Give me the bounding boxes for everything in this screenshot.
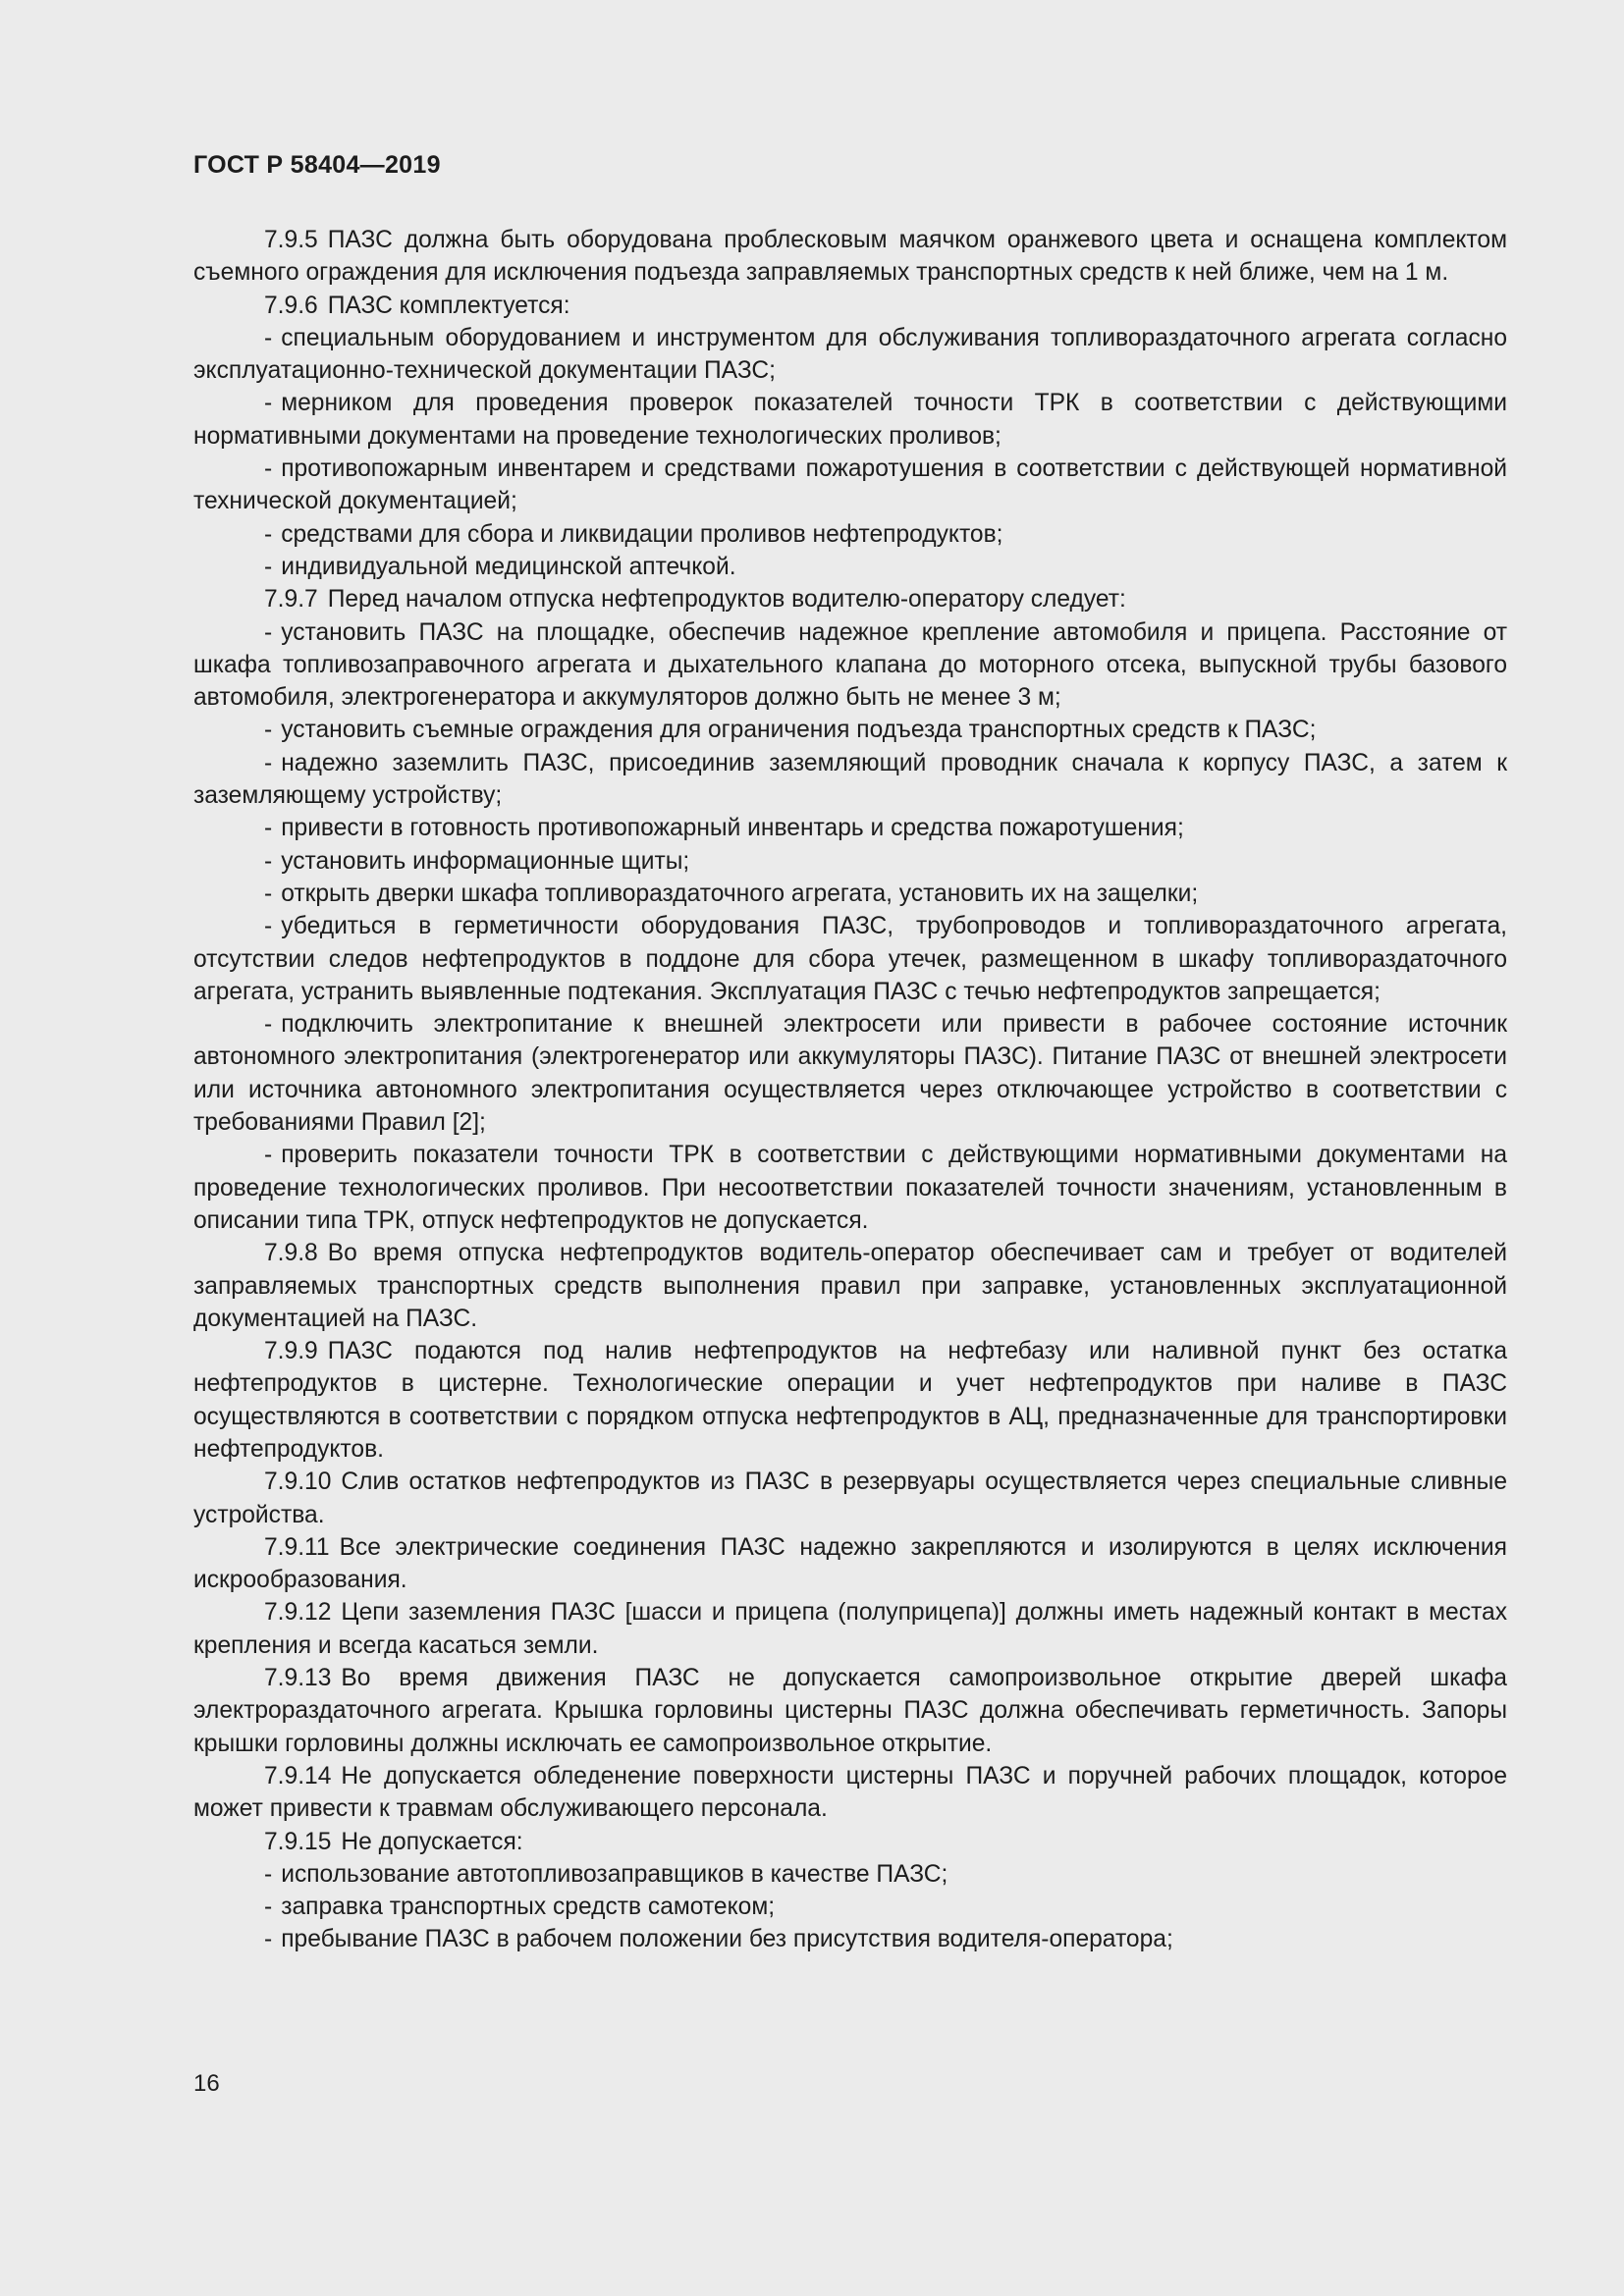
paragraph-text: установить информационные щиты; [281, 847, 690, 875]
clause-number: 7.9.5 [264, 227, 318, 253]
clause-paragraph [193, 224, 1507, 290]
list-marker: - [264, 455, 273, 483]
clause-paragraph [193, 1826, 1507, 1858]
paragraph-text: специальным оборудованием и инструментом для обслуживания топливораздаточного агрегата согласно эксплуатационно-технической документации ПАЗС; [193, 324, 1507, 385]
clause-paragraph [193, 583, 1507, 615]
clause-paragraph [193, 1760, 1507, 1826]
list-item [193, 453, 1507, 518]
clause-paragraph [193, 290, 1507, 322]
paragraph-text: мерником для проведения проверок показателей точности ТРК в соответствии с действующими нормативными документами на проведение технологических проливов; [193, 390, 1507, 450]
list-marker: - [264, 880, 273, 907]
list-item [193, 747, 1507, 813]
clause-number: 7.9.12 [264, 1599, 332, 1627]
clause-number: 7.9.8 [264, 1240, 318, 1267]
clause-paragraph [193, 1335, 1507, 1466]
list-marker: - [264, 815, 273, 842]
paragraph-text: индивидуальной медицинской аптечкой. [281, 553, 736, 580]
list-marker: - [264, 1860, 273, 1888]
list-item [193, 910, 1507, 1008]
paragraph-text: заправка транспортных средств самотеком; [281, 1894, 776, 1921]
paragraph-text: пребывание ПАЗС в рабочем положении без присутствия водителя-оператора; [281, 1926, 1173, 1953]
page-number: 16 [193, 2070, 220, 2097]
paragraph-text: противопожарным инвентарем и средствами пожаротушения в соответствии с действующей нормативной технической документацией; [193, 455, 1507, 515]
list-marker: - [264, 847, 273, 875]
list-marker: - [264, 618, 273, 646]
clause-paragraph [193, 1531, 1507, 1597]
list-item [193, 551, 1507, 583]
list-item [193, 812, 1507, 844]
list-marker: - [264, 1926, 273, 1953]
paragraph-text: проверить показатели точности ТРК в соответствии с действующими нормативными документами на проведение технологических проливов. При несоответствии показателей точности значениям, установленным в описании типа ТРК, отпуск нефтепродуктов не допускается. [193, 1142, 1507, 1234]
clause-number: 7.9.7 [264, 586, 318, 614]
paragraph-text: Цепи заземления ПАЗС [шасси и прицепа (полуприцепа)] должны иметь надежный контакт в местах крепления и всегда касаться земли. [193, 1599, 1507, 1659]
paragraph-text: Все электрические соединения ПАЗС надежно закрепляются и изолируются в целях исключения искрообразования. [193, 1533, 1507, 1594]
list-marker: - [264, 553, 273, 580]
list-item [193, 878, 1507, 910]
list-item [193, 845, 1507, 878]
list-item [193, 1923, 1507, 1955]
list-item [193, 387, 1507, 453]
clause-number: 7.9.9 [264, 1338, 318, 1365]
paragraph-text: подключить электропитание к внешней электросети или привести в рабочее состояние источник автономного электропитания (электрогенератор или аккумуляторы ПАЗС). Питание ПАЗС от внешней электросети или источника автономного электропитания осуществляется через отключающее устройство в соответствии с требованиями Правил [2]; [193, 1011, 1507, 1137]
clause-number: 7.9.6 [264, 292, 318, 319]
document-body [193, 224, 1507, 1956]
clause-paragraph [193, 1662, 1507, 1760]
paragraph-text: Не допускается обледенение поверхности цистерны ПАЗС и поручней рабочих площадок, которое может привести к травмам обслуживающего персонала. [193, 1762, 1507, 1823]
list-item [193, 1891, 1507, 1923]
clause-number: 7.9.10 [264, 1468, 332, 1496]
paragraph-text: привести в готовность противопожарный инвентарь и средства пожаротушения; [281, 815, 1184, 842]
document-code-header: ГОСТ Р 58404—2019 [193, 151, 441, 179]
list-marker: - [264, 1142, 273, 1169]
list-marker: - [264, 324, 273, 351]
list-marker: - [264, 520, 273, 548]
paragraph-text: использование автотопливозаправщиков в качестве ПАЗС; [281, 1860, 948, 1888]
list-item [193, 322, 1507, 388]
paragraph-text: установить ПАЗС на площадке, обеспечив надежное крепление автомобиля и прицепа. Расстояние от шкафа топливозаправочного агрегата и дыхательного клапана до моторного отсека, выпускной трубы базового автомобиля, электрогенератора и аккумуляторов должно быть не менее 3 м; [193, 618, 1507, 712]
list-item [193, 1008, 1507, 1139]
clause-paragraph [193, 1596, 1507, 1662]
paragraph-text: ПАЗС должна быть оборудована проблесковым маячком оранжевого цвета и оснащена комплектом съемного ограждения для исключения подъезда заправляемых транспортных средств к ней ближе, чем на 1 м. [193, 227, 1507, 287]
paragraph-text: Во время движения ПАЗС не допускается самопроизвольное открытие дверей шкафа электрораздаточного агрегата. Крышка горловины цистерны ПАЗС должна обеспечивать герметичность. Запоры крышки горловины должны исключать ее самопроизвольное открытие. [193, 1665, 1507, 1757]
paragraph-text: установить съемные ограждения для ограничения подъезда транспортных средств к ПАЗС; [281, 717, 1317, 744]
paragraph-text: Слив остатков нефтепродуктов из ПАЗС в резервуары осуществляется через специальные сливные устройства. [193, 1468, 1507, 1528]
paragraph-text: Перед началом отпуска нефтепродуктов водителю-оператору следует: [327, 586, 1126, 614]
list-item [193, 1858, 1507, 1891]
clause-paragraph [193, 1237, 1507, 1335]
paragraph-text: надежно заземлить ПАЗС, присоединив заземляющий проводник сначала к корпусу ПАЗС, а затем к заземляющему устройству; [193, 749, 1507, 810]
paragraph-text: убедиться в герметичности оборудования ПАЗС, трубопроводов и топливораздаточного агрегата, отсутствии следов нефтепродуктов в поддоне для сбора утечек, размещенном в шкафу топливораздаточного агрегата, устранить выявленные подтекания. Эксплуатация ПАЗС с течью нефтепродуктов запрещается; [193, 913, 1507, 1005]
list-marker: - [264, 1011, 273, 1039]
list-marker: - [264, 913, 273, 940]
clause-number: 7.9.13 [264, 1665, 332, 1692]
paragraph-text: Во время отпуска нефтепродуктов водитель-оператор обеспечивает сам и требует от водителей заправляемых транспортных средств выполнения правил при заправке, установленных эксплуатационной документацией на ПАЗС. [193, 1240, 1507, 1332]
paragraph-text: Не допускается: [341, 1828, 523, 1855]
list-marker: - [264, 749, 273, 776]
list-item [193, 714, 1507, 746]
clause-number: 7.9.15 [264, 1828, 332, 1855]
list-item [193, 1139, 1507, 1237]
list-marker: - [264, 717, 273, 744]
list-marker: - [264, 390, 273, 417]
list-item [193, 518, 1507, 551]
list-marker: - [264, 1894, 273, 1921]
list-item [193, 616, 1507, 715]
paragraph-text: ПАЗС подаются под налив нефтепродуктов на нефтебазу или наливной пункт без остатка нефтепродуктов в цистерне. Технологические операции и учет нефтепродуктов при наливе в ПАЗС осуществляются в соответствии с порядком отпуска нефтепродуктов в АЦ, предназначенные для транспортировки нефтепродуктов. [193, 1338, 1507, 1463]
clause-number: 7.9.14 [264, 1762, 332, 1789]
clause-number: 7.9.11 [264, 1533, 330, 1561]
paragraph-text: средствами для сбора и ликвидации проливов нефтепродуктов; [281, 520, 1003, 548]
clause-paragraph [193, 1466, 1507, 1531]
paragraph-text: ПАЗС комплектуется: [327, 292, 570, 319]
paragraph-text: открыть дверки шкафа топливораздаточного агрегата, установить их на защелки; [281, 880, 1199, 907]
